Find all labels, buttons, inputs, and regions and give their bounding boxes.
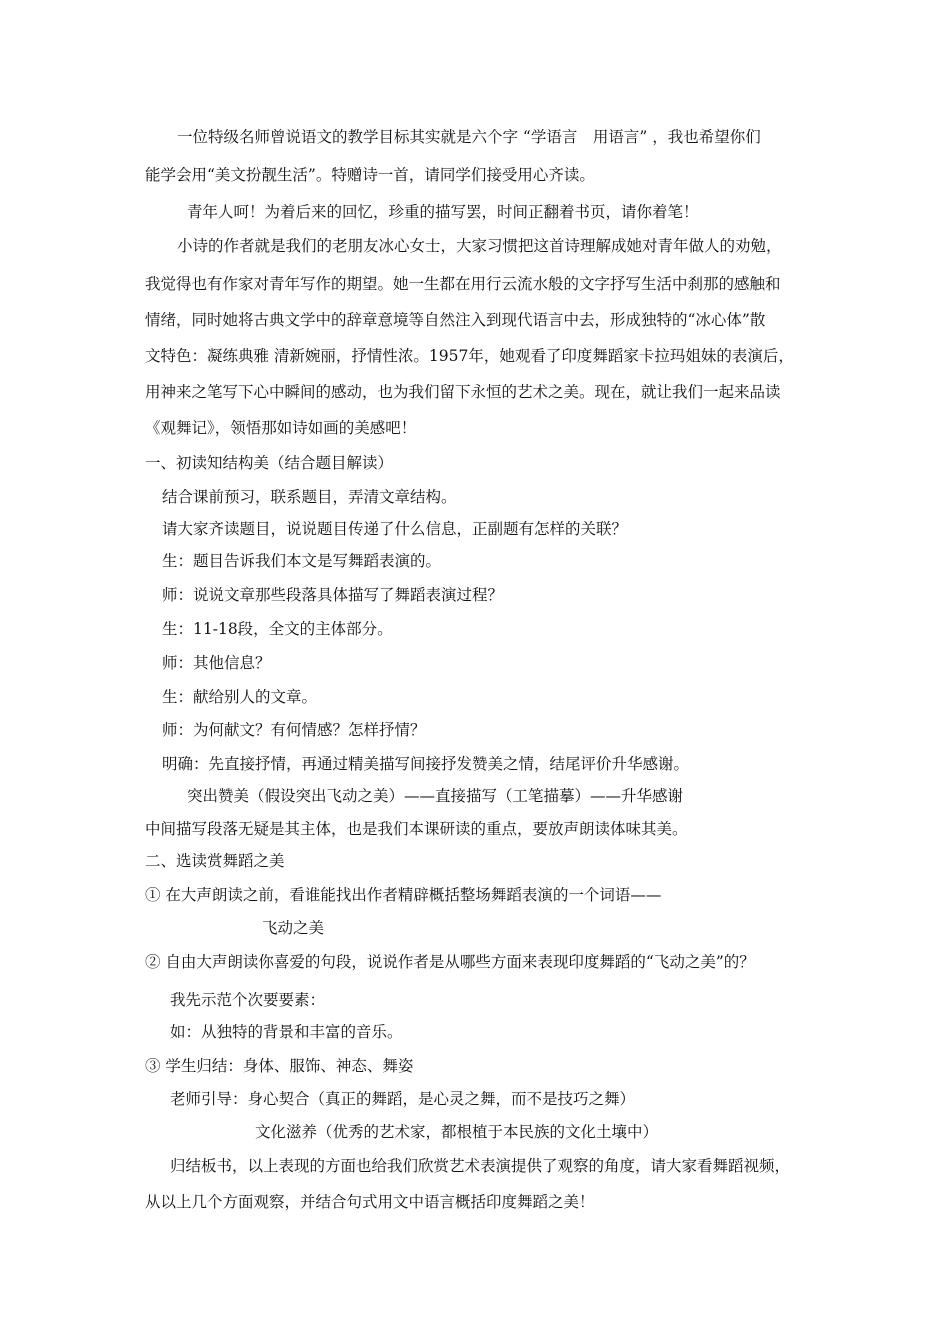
dialogue-line: 师：为何献文？有何情感？怎样抒情？: [162, 721, 426, 739]
text-line: 如：从独特的背景和丰富的音乐。: [170, 1023, 403, 1041]
dialogue-line: 生：11-18段，全文的主体部分。: [162, 620, 393, 638]
text-line: 结合课前预习，联系题目，弄清文章结构。: [162, 488, 457, 506]
dialogue-line: 师：说说文章那些段落具体描写了舞蹈表演过程？: [162, 586, 504, 604]
poem-line: 青年人呵！为着后来的回忆，珍重的描写罢，时间正翻着书页，请你着笔！: [187, 203, 699, 221]
dialogue-line: 生：献给别人的文章。: [162, 688, 318, 706]
text-line: 《观舞记》，领悟那如诗如画的美感吧！: [145, 419, 417, 437]
text-line: 文化滋养（优秀的艺术家，都根植于本民族的文化土壤中）: [255, 1123, 659, 1141]
text-line: 文特色：凝练典雅 清新婉丽，抒情性浓。1957年，她观看了印度舞蹈家卡拉玛姐妹的表演后，: [145, 347, 794, 365]
text-line: 我先示范个次要要素：: [170, 991, 326, 1009]
dialogue-line: 明确：先直接抒情，再通过精美描写间接抒发赞美之情，结尾评价升华感谢。: [162, 755, 690, 773]
text-line: 我觉得也有作家对青年写作的期望。她一生都在用行云流水般的文字抒写生活中刹那的感触和: [145, 275, 781, 293]
text-line: 请大家齐读题目，说说题目传递了什么信息，正副题有怎样的关联？: [162, 520, 628, 538]
text-line: 用神来之笔写下心中瞬间的感动，也为我们留下永恒的艺术之美。现在，就让我们一起来品读: [145, 383, 781, 401]
text-line: 小诗的作者就是我们的老朋友冰心女士，大家习惯把这首诗理解成她对青年做人的劝勉，: [177, 237, 782, 255]
text-line: 情绪，同时她将古典文学中的辞章意境等自然注入到现代语言中去，形成独特的“冰心体”散: [145, 311, 766, 329]
text-line: 老师引导：身心契合（真正的舞蹈，是心灵之舞，而不是技巧之舞）: [170, 1090, 636, 1108]
text-line: 能学会用“美文扮靓生活”。特赠诗一首，请同学们接受用心齐读。: [145, 166, 595, 184]
dialogue-line: 生：题目告诉我们本文是写舞蹈表演的。: [162, 552, 442, 570]
text-line: 一位特级名师曾说语文的教学目标其实就是六个字 “学语言 用语言” ，我也希望你们: [177, 128, 761, 146]
dialogue-line: 师：其他信息？: [162, 654, 271, 672]
answer-line: 飞动之美: [262, 919, 325, 937]
section-heading: 二、选读赏舞蹈之美: [145, 852, 285, 870]
text-line: 归结板书，以上表现的方面也给我们欣赏艺术表演提供了观察的角度，请大家看舞蹈视频，: [170, 1157, 791, 1175]
numbered-item: ① 在大声朗读之前，看谁能找出作者精辟概括整场舞蹈表演的一个词语——: [145, 886, 662, 904]
section-heading: 一、初读知结构美（结合题目解读）: [145, 454, 394, 472]
numbered-item: ② 自由大声朗读你喜爱的句段，说说作者是从哪些方面来表现印度舞蹈的“飞动之美”的？: [145, 953, 755, 971]
text-line: 中间描写段落无疑是其主体，也是我们本课研读的重点，要放声朗读体味其美。: [145, 820, 688, 838]
text-line: 从以上几个方面观察，并结合句式用文中语言概括印度舞蹈之美！: [145, 1193, 595, 1211]
numbered-item: ③ 学生归结：身体、服饰、神态、舞姿: [145, 1057, 414, 1075]
structure-line: 突出赞美（假设突出飞动之美）——直接描写（工笔描摹）——升华感谢: [187, 787, 684, 805]
